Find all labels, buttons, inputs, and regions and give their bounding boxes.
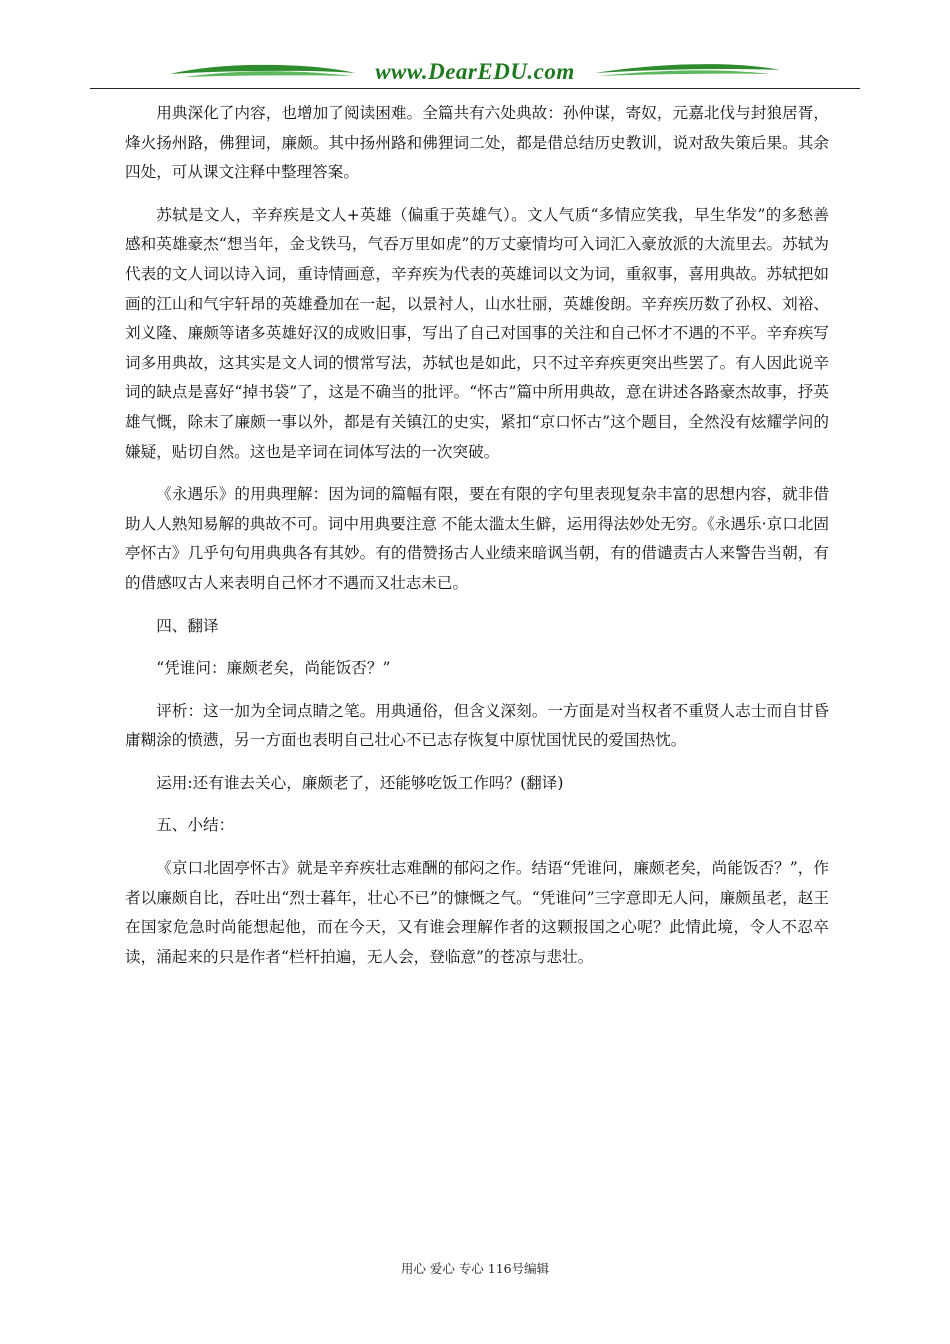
paragraph-usage: 运用:还有谁去关心，廉颇老了，还能够吃饭工作吗？(翻译) — [156, 773, 564, 792]
site-logo-text: www.DearEDU.com — [375, 59, 575, 84]
header-divider — [90, 88, 860, 89]
section-heading-summary: 五、小结： — [156, 816, 235, 835]
document-body — [125, 99, 829, 985]
quote-line: “凭谁问：廉颇老矣，尚能饭否？” — [156, 659, 391, 678]
paragraph-allusions: 用典深化了内容，也增加了阅读困难。全篇共有六处典故：孙仲谋，寄奴，元嘉北伐与封狼居胥，烽火扬州路，佛狸词，廉颇。其中扬州路和佛狸词二处，都是借总结历史教训，说对敌失策后果。其余四处，可从课文注释中整理答案。 — [125, 104, 829, 182]
paragraph-allusion-understanding: 《永遇乐》的用典理解：因为词的篇幅有限，要在有限的字句里表现复杂丰富的思想内容，就非借助人人熟知易解的典故不可。词中用典要注意 不能太滥太生僻，运用得法妙处无穷。《永遇乐·京口北固亭怀古》几乎句句用典典各有其妙。有的借赞扬古人业绩来暗讽当朝，有的借谴责古人来警告当朝，有的借感叹古人来表明自己怀才不遇而又壮志未已。 — [125, 485, 829, 592]
site-header — [90, 56, 860, 90]
paragraph-summary: 《京口北固亭怀古》就是辛弃疾壮志难酬的郁闷之作。结语“凭谁问，廉颇老矣，尚能饭否？”，作者以廉颇自比，吞吐出“烈士暮年，壮心不已”的慷慨之气。“凭谁问”三字意即无人问，廉颇虽老，赵王在国家危急时尚能想起他，而在今天，又有谁会理解作者的这颗报国之心呢？此情此境，令人不忍卒读，涌起来的只是作者“栏杆拍遍，无人会，登临意”的苍凉与悲壮。 — [125, 859, 829, 966]
section-heading-translation: 四、翻译 — [156, 616, 219, 635]
paragraph-comparison: 苏轼是文人，辛弃疾是文人+英雄（偏重于英雄气）。文人气质“多情应笑我，早生华发”的多愁善感和英雄豪杰“想当年，金戈铁马，气吞万里如虎”的万丈豪情均可入词汇入豪放派的大流里去。苏轼为代表的文人词以诗入词，重诗情画意，辛弃疾为代表的英雄词以文为词，重叙事，喜用典故。苏轼把如画的江山和气宇轩昂的英雄叠加在一起，以景衬人，山水壮丽，英雄俊朗。辛弃疾历数了孙权、刘裕、刘义隆、廉颇等诸多英雄好汉的成败旧事，写出了自己对国事的关注和自己怀才不遇的不平。辛弃疾写词多用典故，这其实是文人词的惯常写法，苏轼也是如此，只不过辛弃疾更突出些罢了。有人因此说辛词的缺点是喜好“掉书袋”了，这是不确当的批评。“怀古”篇中所用典故，意在讲述各路豪杰故事，抒英雄气慨，除末了廉颇一事以外，都是有关镇江的史实，紧扣“京口怀古”这个题目，全然没有炫耀学问的嫌疑，贴切自然。这也是辛词在词体写法的一次突破。 — [125, 205, 829, 461]
paragraph-commentary: 评析：这一加为全词点睛之笔。用典通俗，但含义深刻。一方面是对当权者不重贤人志士而自甘昏庸糊涂的愤懑，另一方面也表明自己壮心不已志存恢复中原忧国忧民的爱国热忱。 — [125, 701, 829, 750]
page-footer: 用心 爱心 专心 116号编辑 — [400, 1261, 550, 1276]
